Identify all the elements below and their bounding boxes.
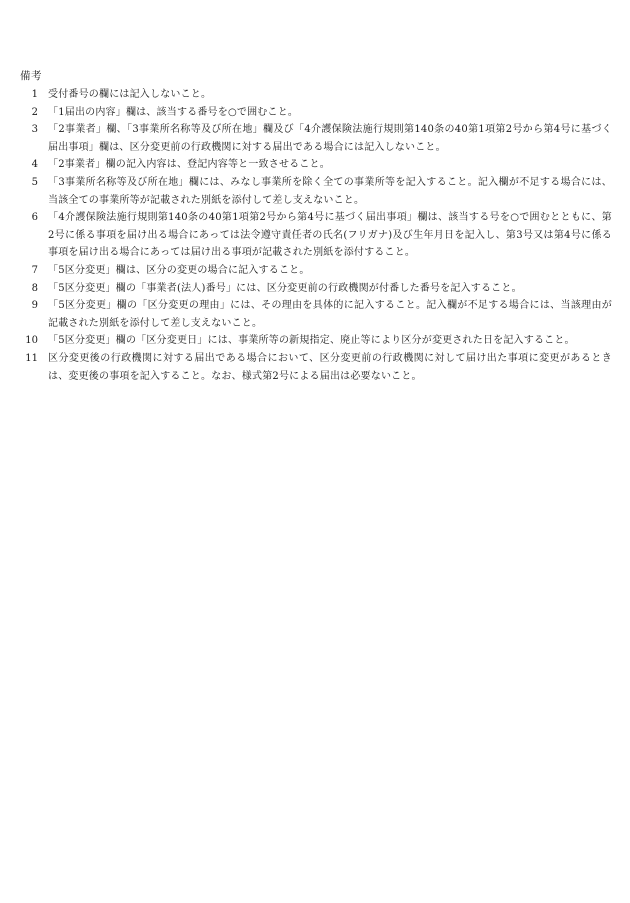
note-item — [20, 174, 612, 209]
note-number: 4 — [31, 159, 38, 171]
note-number: 10 — [25, 335, 38, 347]
note-number: 8 — [31, 282, 38, 294]
note-number: 2 — [31, 106, 38, 118]
note-item — [20, 104, 612, 122]
note-item — [20, 209, 612, 262]
note-text: 「5区分変更」欄の「区分変更日」には、事業所等の新規指定、廃止等により区分が変更された日を記入すること。 — [48, 335, 575, 347]
note-item — [20, 121, 612, 156]
note-number: 11 — [25, 352, 38, 364]
note-text: 「2事業者」欄、「3事業所名称等及び所在地」欄及び「4介護保険法施行規則第140条の40第1項第2号から第4号に基づく届出事項」欄は、区分変更前の行政機関に対する届出である場合には記入しないこと。 — [48, 124, 612, 153]
note-item — [20, 86, 612, 104]
note-item — [20, 332, 612, 350]
note-text: 「3事業所名称等及び所在地」欄には、みなし事業所を除く全ての事業所等を記入すること。記入欄が不足する場合には、当該全ての事業所等が記載された別紙を添付して差し支えないこと。 — [48, 176, 612, 206]
note-text: 「5区分変更」欄の「区分変更の理由」には、その理由を具体的に記入すること。記入欄が不足する場合には、当該理由が記載された別紙を添付して差し支えないこと。 — [48, 300, 612, 329]
note-text: 「5区分変更」欄の「事業者(法人)番号」には、区分変更前の行政機関が付番した番号を記入すること。 — [48, 282, 522, 294]
note-item — [20, 297, 612, 332]
note-item — [20, 262, 612, 280]
note-text: 「1届出の内容」欄は、該当する番号を○で囲むこと。 — [48, 106, 299, 118]
notes-document — [20, 68, 612, 385]
note-item — [20, 280, 612, 298]
notes-list — [20, 86, 612, 385]
note-text: 区分変更後の行政機関に対する届出である場合において、区分変更前の行政機関に対して届け出た事項に変更があるときは、変更後の事項を記入すること。なお、様式第2号による届出は必要ないこと。 — [48, 352, 612, 382]
note-number: 5 — [31, 176, 38, 188]
note-number: 6 — [31, 212, 38, 224]
note-number: 1 — [31, 89, 38, 100]
note-item — [20, 156, 612, 174]
note-item — [20, 350, 612, 385]
note-text: 「5区分変更」欄は、区分の変更の場合に記入すること。 — [48, 264, 310, 276]
note-text: 受付番号の欄には記入しないこと。 — [48, 89, 212, 100]
note-number: 9 — [31, 300, 38, 312]
note-number: 3 — [31, 124, 38, 136]
note-number: 7 — [31, 264, 38, 276]
notes-heading: 備考 — [20, 70, 42, 82]
note-text: 「4介護保険法施行規則第140条の40第1項第2号から第4号に基づく届出事項」欄は、該当する号を○で囲むとともに、第2号に係る事項を届け出る場合にあっては法令遵守責任者の氏名(フリガナ)及び生年月日を記入し、第3号又は第4号に係る事項を届け出る場合にあっては届け出る事項が記載された別紙を添付すること。 — [48, 212, 612, 259]
note-text: 「2事業者」欄の記入内容は、登記内容等と一致させること。 — [48, 159, 330, 171]
